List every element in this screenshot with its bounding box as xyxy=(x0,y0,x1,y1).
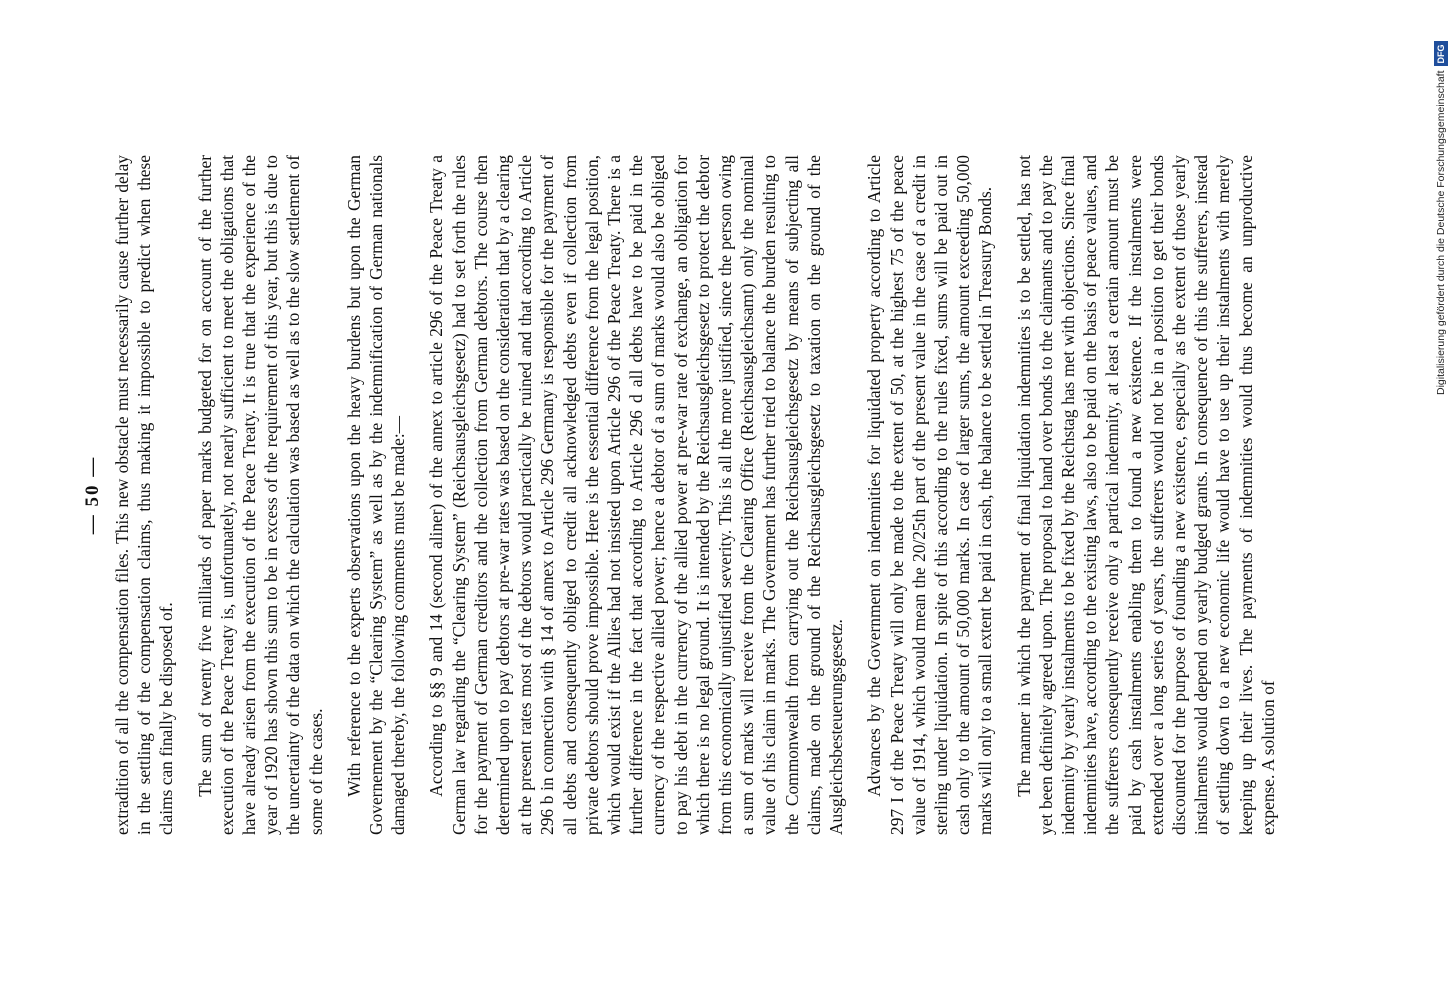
rotated-page-content xyxy=(75,155,1325,835)
paragraph-1: extradition of all the compensation files. This new obstacle must necessarily cause further delay in the settling of the compensation claims, thus making it impossible to predict when these claims can finally be disposed of. xyxy=(112,155,177,835)
dfg-logo: DFG xyxy=(1434,41,1448,66)
credit-text: Digitalisierung gefördert durch die Deutsche Forschungsgemeinschaft xyxy=(1435,70,1447,395)
digitization-credit xyxy=(1432,5,1450,395)
body-text xyxy=(111,155,1279,835)
paragraph-3: With reference to the experts observations upon the heavy burdens but upon the German Governement by the “Clearing System” as well as by the indemnification of German nationals damaged thereby, the following comments must be made:— xyxy=(343,155,409,835)
paragraph-2: The sum of twenty five milliards of paper marks budgeted for on account of the further execution of the Peace Treaty is, unfortunately, not nearly sufficient to meet the obligations that have already arisen from the execution of the Peace Treaty. It is true that the experience of the year of 1920 has shown this sum to be in excess of the requirement of this year, but this is due to the uncertainty of the data on which the calculation was based as well as to the slow settlement of some of the cases. xyxy=(194,155,326,835)
page-number: — 50 — xyxy=(82,455,103,535)
paragraph-5: Advances by the Government on indemnities for liquidated property according to Article 297 I of the Peace Treaty will only be made to the extent of 50, at the highest 75 of the peace value of 1914, which would mean the 20/25th part of the present value in the case of a credit in sterling under liquidation. In spite of this according to the rules fixed, sums will be paid out in cash only to the amount of 50,000 marks. In case of larger sums, the amount exceeding 50,000 marks will only to a small extent be paid in cash, the balance to be settled in Treasury Bonds. xyxy=(864,155,996,835)
paragraph-6: The manner in which the payment of final liquidation indemnities is to be settled, has not yet been definitely agreed upon. The proposal to hand over bonds to the claimants and to pay the indemnity by yearly instalments to be fixed by the Reichstag has met with objections. Since final indemnities have, according to the existing laws, also to be paid on the basis of peace values, and the sufferers consequently receive only a partical indemnity, at least a certain amount must be paid by cash instalments enabling them to found a new existence. If the instalments were extended over a long series of years, the sufferers would not be in a position to get their bonds discounted for the purpose of founding a new existence, especially as the extent of those yearly instalments would depend on yearly budged grants. In consequence of this the sufferers, instead of settling down to a new economic life would have to use up their instalments with merely keeping up their lives. The payments of indemnities would thus become an unproductive expense. A solution of xyxy=(1013,155,1278,835)
paragraph-4: According to §§ 9 and 14 (second aliner) of the annex to article 296 of the Peace Treaty a German law regarding the “Clearing System” (Reichsausgleichsgesetz) had to set forth the rules for the payment of German creditors and the collection from German debtors. The course then determined upon to pay debtors at pre-war rates was based on the consideration that by a clearing at the present rates most of the debtors would practically be ruined and that according to Article 296 b in connection with § 14 of annex to Article 296 Germany is responsible for the payment of all debts and consequently obliged to credit all acknowledged debts even if collection from private debtors should prove impossible. Here is the essential difference from the legal position, which would exist if the Allies had not insisted upon Article 296 of the Peace Treaty. There is a further difference in the fact that according to Article 296 d all debts have to be paid in the currency of the respective allied power; hence a debtor of a sum of marks would also be obliged to pay his debt in the currency of the allied power at pre-war rate of exchange, an obligation for which there is no legal ground. It is intended by the Reichsausgleichsgesetz to protect the debtor from this economically unjustified severity. This is all the more justified, since the person owing a sum of marks will receive from the Clearing Office (Reichsausgleichsamt) only the nominal value of his claim in marks. The Government has further tried to balance the burden resulting to the Commonwealth from carrying out the Reichsausgleichsgesetz by means of subjecting all claims, made on the ground of the Reichsausgleichsgesetz to taxation on the ground of the Ausgleichsbesteuerungsgesetz. xyxy=(426,155,847,835)
